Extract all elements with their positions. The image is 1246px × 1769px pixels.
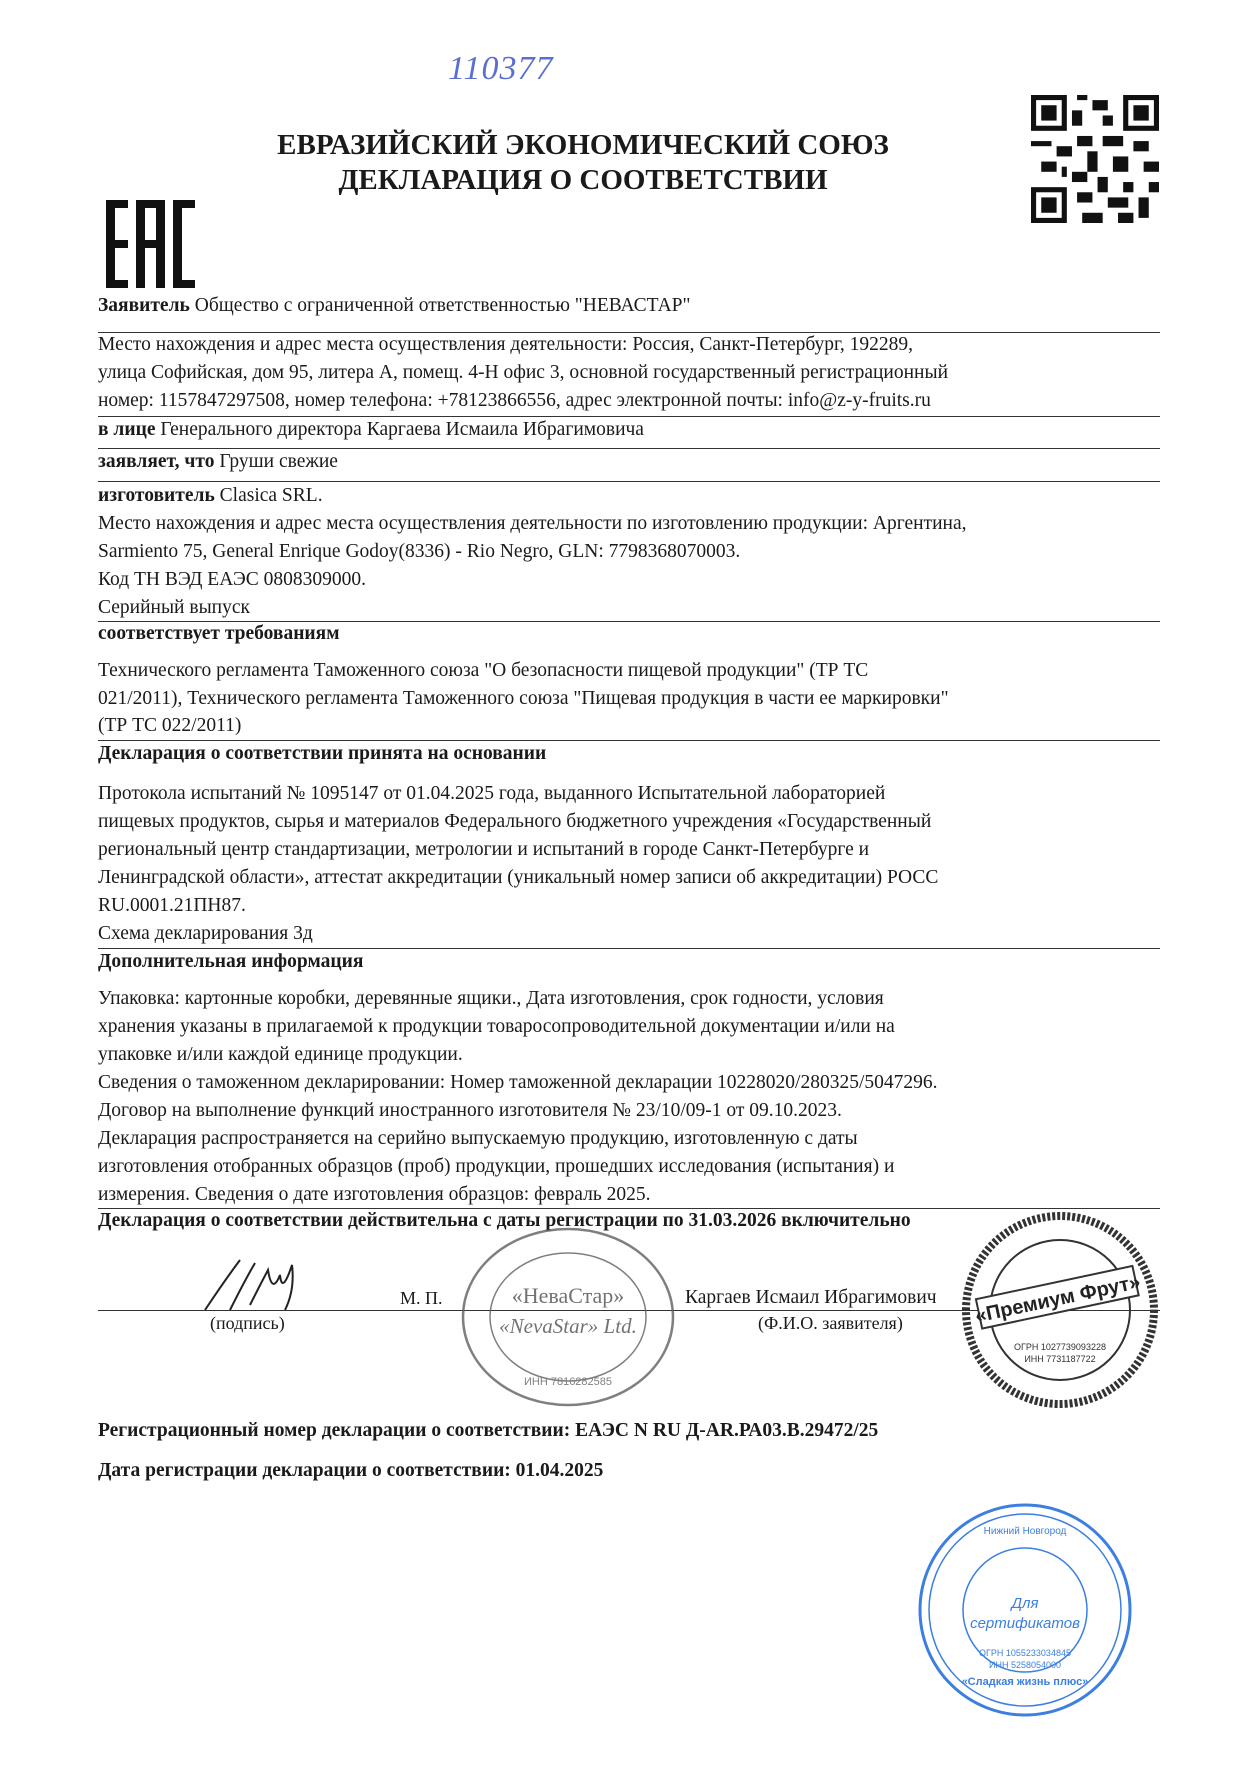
premium-fruit-stamp bbox=[960, 1210, 1160, 1410]
header-title-2: ДЕКЛАРАЦИЯ О СООТВЕТСТВИИ bbox=[338, 164, 828, 196]
premium-stamp-name: «Премиум Фрут» bbox=[973, 1270, 1143, 1328]
manufacturer-line-2: Sarmiento 75, General Enrique Godoy(8336) - Rio Negro, GLN: 7798368070003. bbox=[98, 541, 741, 562]
requirements-label: соответствует требованиям bbox=[98, 623, 340, 644]
representative-row bbox=[98, 416, 1168, 444]
premium-stamp-inn: ИНН 7731187722 bbox=[1024, 1354, 1096, 1364]
blue-stamp-inn: ИНН 5258054000 bbox=[988, 1660, 1062, 1670]
basis-line-3: региональный центр стандартизации, метрологии и испытаний в городе Санкт-Петербурге и bbox=[98, 839, 870, 860]
signer-name: Каргаев Исмаил Ибрагимович bbox=[685, 1287, 937, 1308]
nevastar-stamp bbox=[458, 1225, 678, 1410]
additional-line-6: Декларация распространяется на серийно выпускаемую продукцию, изготовленную с даты bbox=[98, 1128, 858, 1149]
eac-logo bbox=[106, 200, 196, 288]
additional-line-8: измерения. Сведения о дате изготовления образцов: февраль 2025. bbox=[98, 1184, 651, 1205]
applicant-row bbox=[98, 292, 1168, 320]
blue-stamp-company: «Сладкая жизнь плюс» bbox=[961, 1676, 1089, 1688]
requirements-line-3: (ТР ТС 022/2011) bbox=[98, 715, 242, 736]
registration-number: ЕАЭС N RU Д-AR.РА03.В.29472/25 bbox=[575, 1420, 879, 1441]
blue-stamp-ogrn: ОГРН 1055233034845 bbox=[979, 1648, 1071, 1658]
handwritten-number: 110377 bbox=[448, 50, 554, 87]
manufacturer-label: изготовитель bbox=[98, 485, 215, 506]
applicant-label: Заявитель bbox=[98, 295, 190, 316]
basis-label: Декларация о соответствии принята на основании bbox=[98, 743, 547, 764]
header-title-1: ЕВРАЗИЙСКИЙ ЭКОНОМИЧЕСКИЙ СОЮЗ bbox=[277, 129, 889, 161]
basis-line-4: Ленинградской области», аттестат аккредитации (уникальный номер записи об аккредитации) РОСС bbox=[98, 867, 939, 888]
manufacturer-row bbox=[98, 482, 1168, 510]
representative-label: в лице bbox=[98, 419, 156, 440]
requirements-line-2: 021/2011), Технического регламента Таможенного союза "Пищевая продукция в части ее маркировки" bbox=[98, 688, 949, 709]
blue-certificate-stamp bbox=[915, 1500, 1135, 1720]
basis-line-1: Протокола испытаний № 1095147 от 01.04.2025 года, выданного Испытательной лабораторией bbox=[98, 783, 886, 804]
declares-row bbox=[98, 448, 1168, 476]
declares-label: заявляет, что bbox=[98, 451, 215, 472]
blue-stamp-text-2: сертификатов bbox=[970, 1615, 1080, 1632]
additional-line-7: изготовления отобранных образцов (проб) продукции, прошедших исследования (испытания) и bbox=[98, 1156, 895, 1177]
additional-line-4: Сведения о таможенном декларировании: Номер таможенной декларации 10228020/280325/5047296. bbox=[98, 1072, 938, 1093]
basis-line-2: пищевых продуктов, сырья и материалов Федерального бюджетного учреждения «Государственный bbox=[98, 811, 932, 832]
manufacturer-line-3: Код ТН ВЭД ЕАЭС 0808309000. bbox=[98, 569, 366, 590]
additional-line-2: хранения указаны в прилагаемой к продукции товаросопроводительной документации и/или на bbox=[98, 1016, 895, 1037]
additional-line-1: Упаковка: картонные коробки, деревянные ящики., Дата изготовления, срок годности, условия bbox=[98, 988, 884, 1009]
declares-value: Груши свежие bbox=[219, 451, 338, 472]
blue-stamp-city: Нижний Новгород bbox=[983, 1526, 1067, 1537]
registration-date-row bbox=[98, 1457, 1168, 1485]
registration-number-label: Регистрационный номер декларации о соответствии: bbox=[98, 1420, 571, 1441]
qr-code bbox=[1030, 95, 1160, 223]
manufacturer-value: Clasica SRL. bbox=[219, 485, 323, 506]
signer-name-caption: (Ф.И.О. заявителя) bbox=[758, 1313, 903, 1333]
nevastar-stamp-text-2: «NevaStar» Ltd. bbox=[499, 1314, 637, 1338]
applicant-address-1: Место нахождения и адрес места осуществления деятельности: Россия, Санкт-Петербург, 192289, bbox=[98, 334, 913, 355]
basis-line-5: RU.0001.21ПН87. bbox=[98, 895, 246, 916]
additional-line-3: упаковке и/или каждой единице продукции. bbox=[98, 1044, 463, 1065]
signature-caption: (подпись) bbox=[210, 1313, 285, 1333]
additional-line-5: Договор на выполнение функций иностранного изготовителя № 23/10/09-1 от 09.10.2023. bbox=[98, 1100, 842, 1121]
blue-stamp-text-1: Для bbox=[1011, 1595, 1039, 1612]
additional-label: Дополнительная информация bbox=[98, 951, 364, 972]
manufacturer-line-1: Место нахождения и адрес места осуществления деятельности по изготовлению продукции: Аргентина, bbox=[98, 513, 967, 534]
premium-stamp-ogrn: ОГРН 1027739093228 bbox=[1014, 1342, 1106, 1352]
manufacturer-line-4: Серийный выпуск bbox=[98, 597, 250, 618]
applicant-value: Общество с ограниченной ответственностью "НЕВАСТАР" bbox=[194, 295, 691, 316]
applicant-address-2: улица Софийская, дом 95, литера А, помещ. 4-Н офис 3, основной государственный регистрационный bbox=[98, 362, 949, 383]
validity: Декларация о соответствии действительна с даты регистрации по 31.03.2026 включительно bbox=[98, 1210, 911, 1231]
nevastar-stamp-inn: ИНН 7816282585 bbox=[523, 1376, 613, 1388]
applicant-address-3: номер: 1157847297508, номер телефона: +78123866556, адрес электронной почты: info@z-y-fruits.ru bbox=[98, 390, 931, 411]
registration-number-row bbox=[98, 1417, 1168, 1445]
stamp-place: М. П. bbox=[400, 1288, 443, 1308]
signature bbox=[200, 1255, 310, 1315]
registration-date-label: Дата регистрации декларации о соответствии: bbox=[98, 1460, 511, 1481]
registration-date: 01.04.2025 bbox=[515, 1460, 604, 1481]
representative-value: Генерального директора Каргаева Исмаила Ибрагимовича bbox=[160, 419, 644, 440]
scheme: Схема декларирования 3д bbox=[98, 923, 313, 944]
nevastar-stamp-text-1: «НеваСтар» bbox=[511, 1283, 625, 1308]
requirements-line-1: Технического регламента Таможенного союза "О безопасности пищевой продукции" (ТР ТС bbox=[98, 660, 869, 681]
